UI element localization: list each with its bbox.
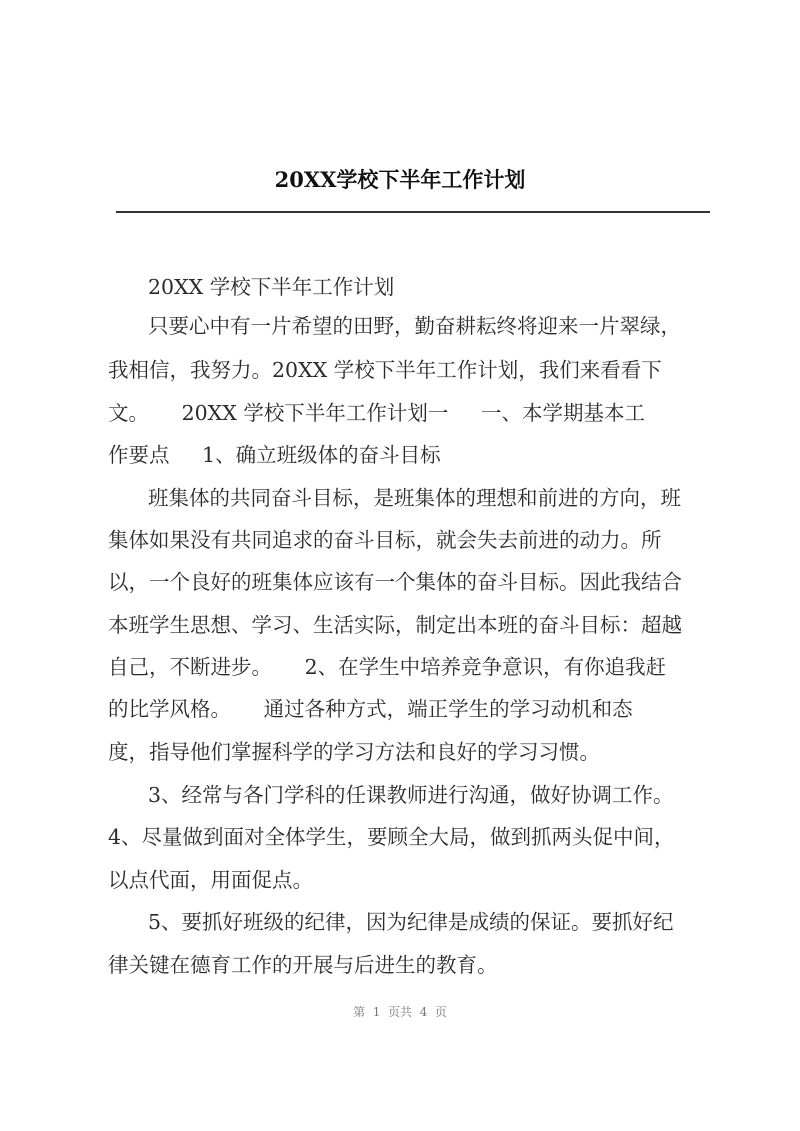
body-line: 的比学风格。 通过各种方式，端正学生的学习动机和态 [108,697,633,721]
body-line: 3、经常与各门学科的任课教师进行沟通，做好协调工作。 [148,783,674,807]
body-line: 集体如果没有共同追求的奋斗目标，就会失去前进的动力。所 [108,528,662,552]
title-rule [116,211,710,213]
body-line: 以，一个良好的班集体应该有一个集体的奋斗目标。因此我结合 [108,570,682,594]
body-line: 5、要抓好班级的纪律，因为纪律是成绩的保证。要抓好纪 [148,910,674,934]
body-line: 文。 20XX 学校下半年工作计划一 一、本学期基本工 [108,401,645,425]
body-line: 只要心中有一片希望的田野，勤奋耕耘终将迎来一片翠绿， [148,314,681,338]
body-line: 以点代面，用面促点。 [108,868,313,892]
document-title: 20XX学校下半年工作计划 [274,167,526,192]
body-line: 自己，不断进步。 2、在学生中培养竞争意识，有你追我赶 [108,655,667,679]
body-line: 度，指导他们掌握科学的学习方法和良好的学习习惯。 [108,740,600,764]
body-line: 班集体的共同奋斗目标，是班集体的理想和前进的方向，班 [148,486,681,510]
page-footer: 第 1 页共 4 页 [353,1005,447,1019]
body-line: 4、尽量做到面对全体学生，要顾全大局，做到抓两头促中间， [108,825,675,849]
body-line: 我相信，我努力。20XX 学校下半年工作计划，我们来看看下 [108,358,662,382]
body-line: 本班学生思想、学习、生活实际，制定出本班的奋斗目标：超越 [108,613,682,637]
body-line: 作要点 1、确立班级体的奋斗目标 [108,443,441,467]
body-line: 20XX 学校下半年工作计划 [148,275,395,299]
body-line: 律关键在德育工作的开展与后进生的教育。 [108,953,498,977]
